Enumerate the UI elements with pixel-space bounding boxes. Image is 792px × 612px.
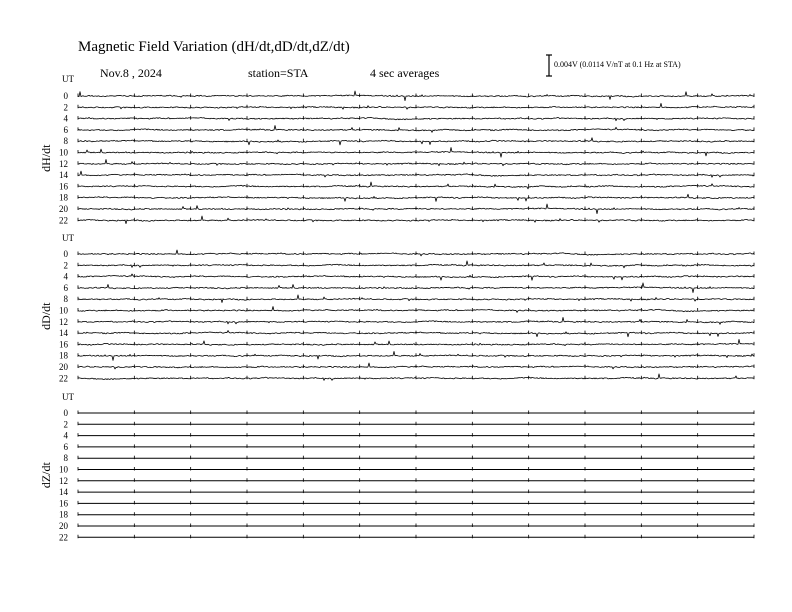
dhdt-row-label: 10 xyxy=(59,147,68,158)
dddt-row-label: 0 xyxy=(63,249,68,259)
station-label: station=STA xyxy=(248,66,309,80)
scale-note: 0.004V (0.0114 V/nT at 0.1 Hz at STA) xyxy=(554,60,681,69)
dddt-row-label: 18 xyxy=(59,350,68,361)
dzdt-row-label: 16 xyxy=(59,498,68,509)
dzdt-row-label: 20 xyxy=(59,521,68,531)
dzdt-row-label: 12 xyxy=(59,475,68,486)
dddt-row-label: 22 xyxy=(59,373,68,384)
dzdt-row-label: 0 xyxy=(63,408,68,418)
dhdt-row-label: 18 xyxy=(59,192,68,203)
dhdt-row-label: 20 xyxy=(59,204,68,214)
dhdt-row-label: 8 xyxy=(63,136,68,147)
dddt-row-label: 12 xyxy=(59,316,68,327)
dhdt-trace-row xyxy=(78,204,754,214)
dhdt-row-label: 0 xyxy=(63,91,68,101)
dddt-row-label: 10 xyxy=(59,305,68,316)
averaging-label: 4 sec averages xyxy=(370,66,440,80)
dddt-row-label: 2 xyxy=(63,260,68,271)
dzdt-row-label: 22 xyxy=(59,532,68,543)
dzdt-row-label: 18 xyxy=(59,509,68,520)
dzdt-ut-label: UT xyxy=(62,392,74,402)
dhdt-row-label: 22 xyxy=(59,215,68,226)
dhdt-axis-label: dH/dt xyxy=(39,144,53,172)
dzdt-row-label: 6 xyxy=(63,441,68,452)
dhdt-row-label: 14 xyxy=(59,170,68,181)
chart-title: Magnetic Field Variation (dH/dt,dD/dt,dZ/dt) xyxy=(78,39,350,55)
dddt-trace-row xyxy=(78,295,754,303)
dddt-row-label: 6 xyxy=(63,282,68,293)
dhdt-row-label: 6 xyxy=(63,124,68,135)
dddt-trace-row xyxy=(78,351,754,360)
dhdt-row-label: 16 xyxy=(59,181,68,192)
dhdt-trace-row xyxy=(78,91,754,101)
dddt-ut-label: UT xyxy=(62,233,74,243)
dzdt-row-label: 4 xyxy=(63,430,68,441)
dhdt-row-label: 4 xyxy=(63,113,68,124)
dzdt-row-label: 14 xyxy=(59,487,68,498)
date-label: Nov.8 , 2024 xyxy=(100,66,162,80)
dhdt-row-label: 12 xyxy=(59,158,68,169)
dddt-row-label: 14 xyxy=(59,328,68,339)
dddt-row-label: 8 xyxy=(63,294,68,305)
dddt-axis-label: dD/dt xyxy=(39,302,53,330)
dddt-row-label: 16 xyxy=(59,339,68,350)
dhdt-trace-row xyxy=(78,148,754,158)
dddt-row-label: 20 xyxy=(59,362,68,372)
dzdt-row-label: 8 xyxy=(63,453,68,464)
dzdt-row-label: 10 xyxy=(59,464,68,475)
dzdt-axis-label: dZ/dt xyxy=(39,462,53,489)
dddt-row-label: 4 xyxy=(63,271,68,282)
dzdt-row-label: 2 xyxy=(63,419,68,430)
dhdt-row-label: 2 xyxy=(63,102,68,113)
dhdt-ut-label: UT xyxy=(62,74,74,84)
